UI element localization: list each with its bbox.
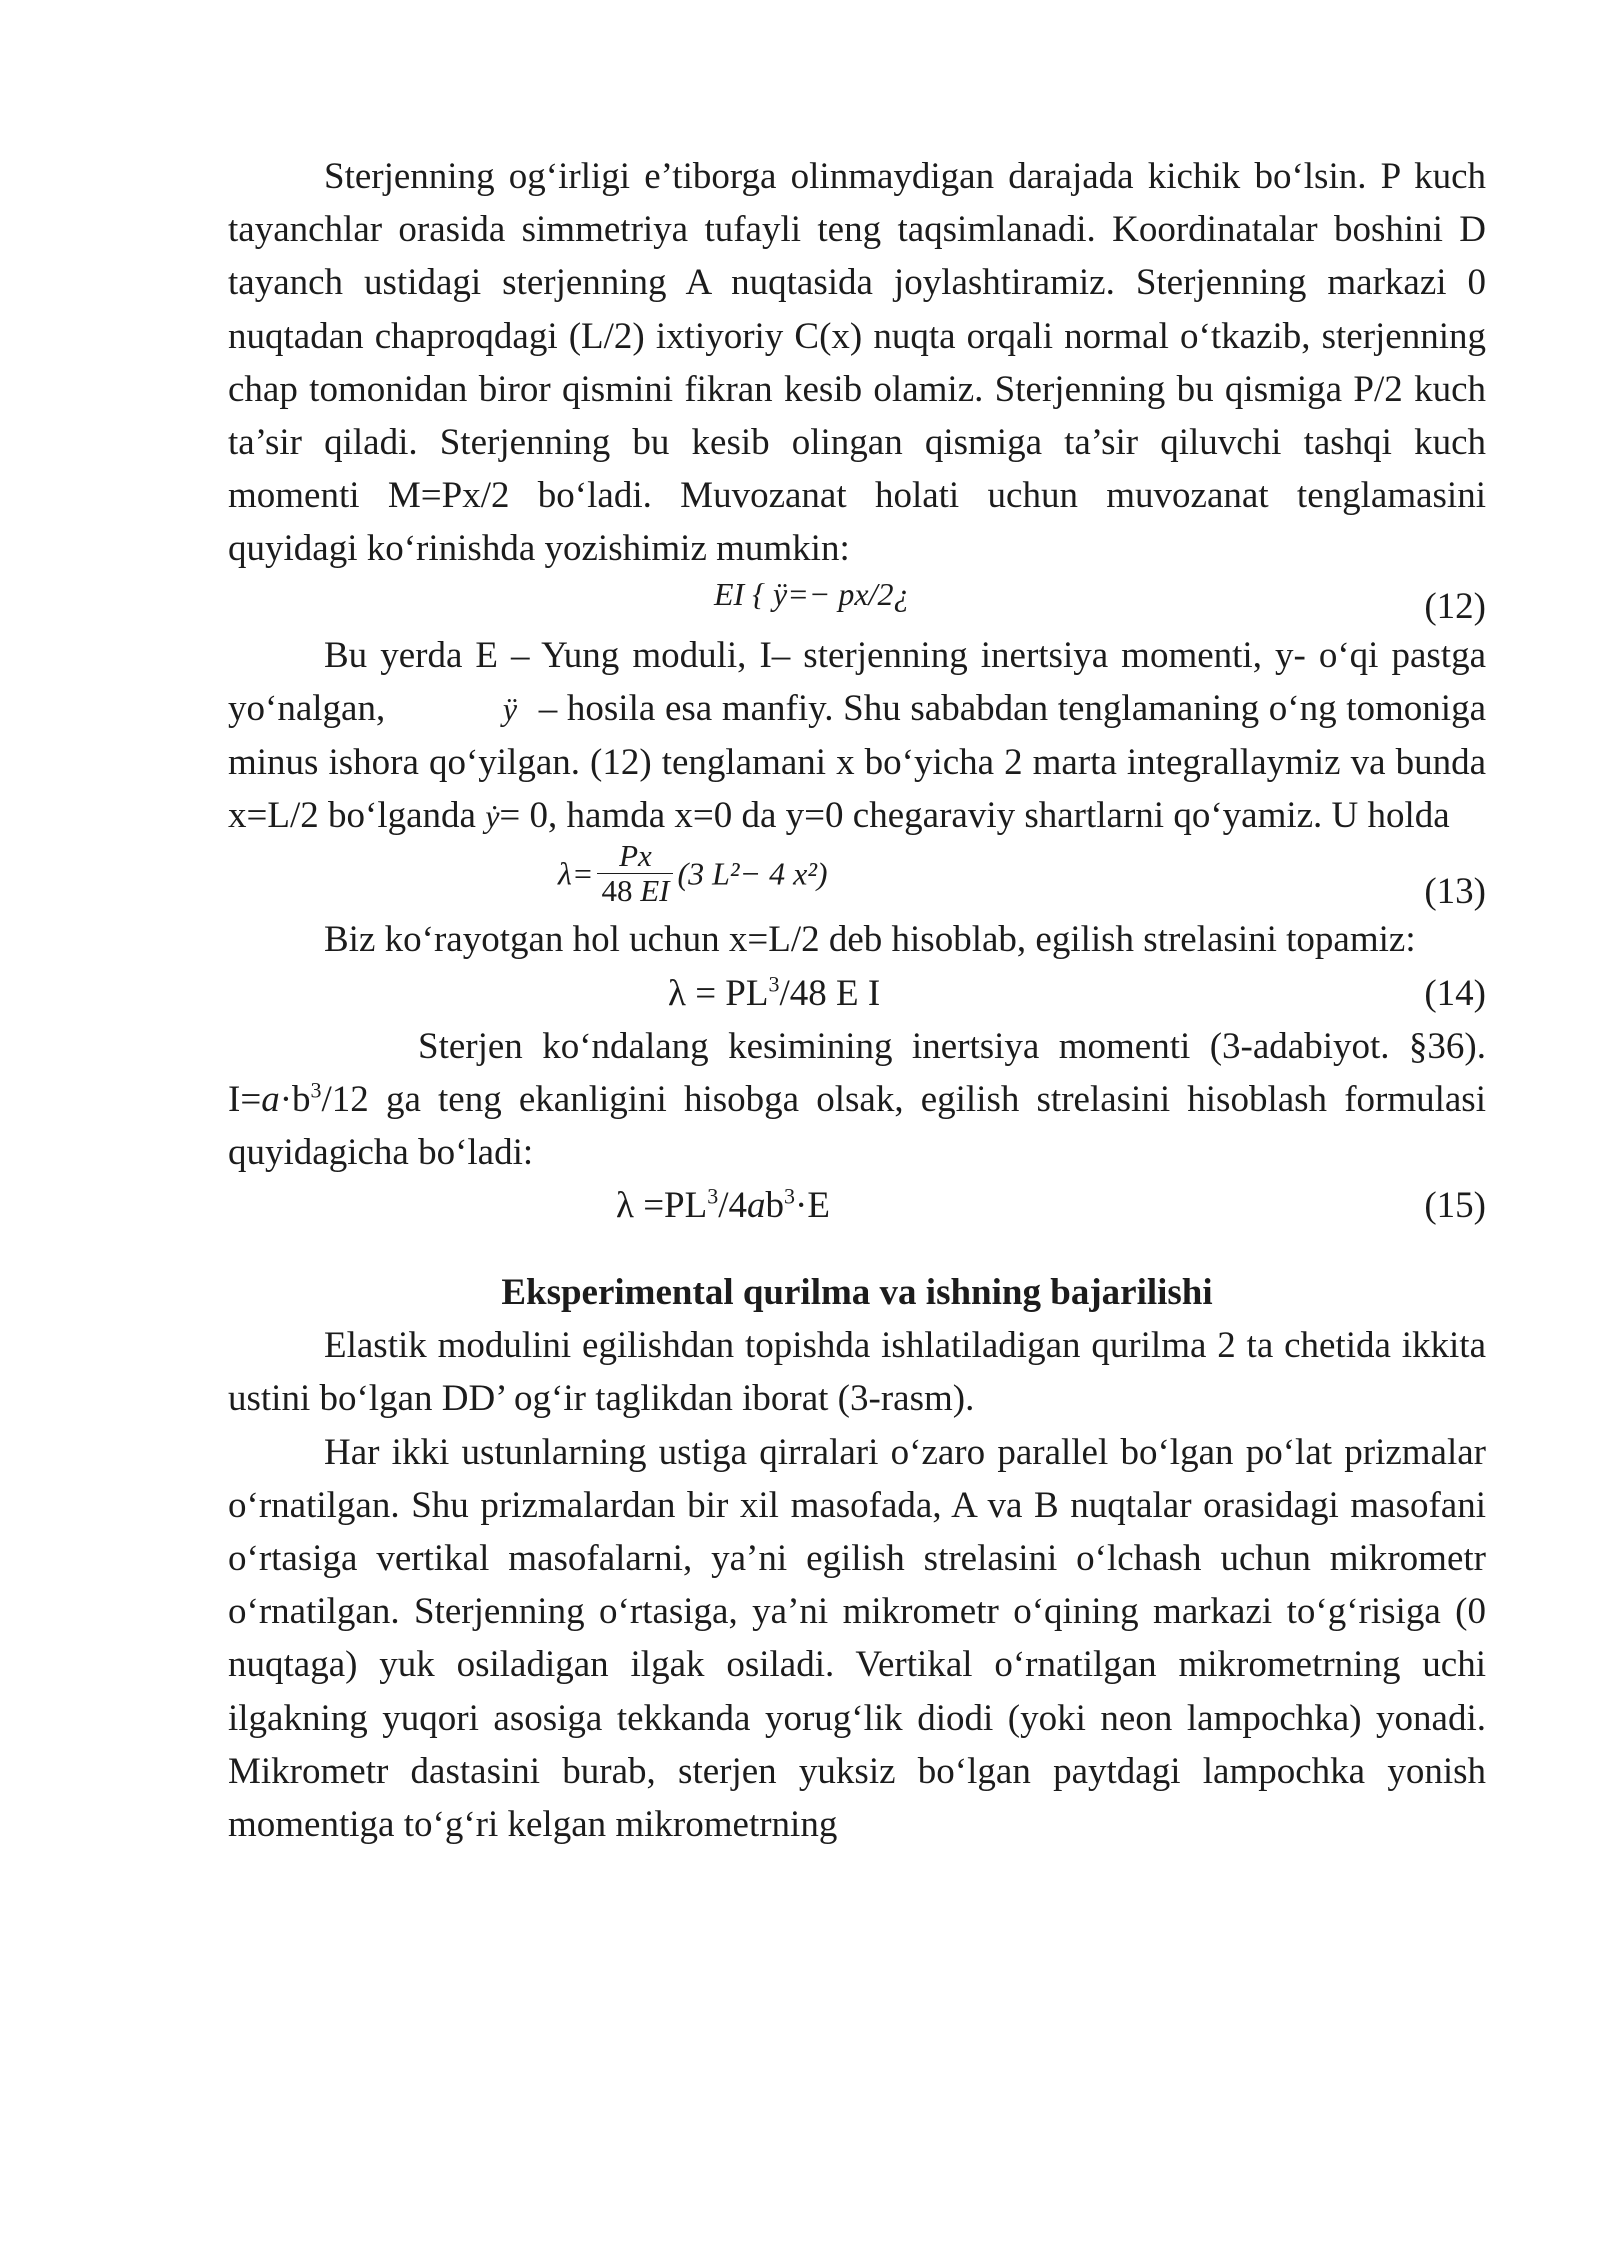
equation-14-formula <box>668 967 880 1020</box>
paragraph-inertia-text-b: ·b <box>279 1078 311 1120</box>
paragraph-yung-modulus-text-a: Bu yerda E – Yung moduli, I– sterjenning inertsiya momenti, y- o‘qi pastga yo‘nalgan, <box>228 634 1486 729</box>
equation-15-number: (15) <box>1424 1185 1486 1227</box>
paragraph-inertia-exponent: 3 <box>310 1077 322 1103</box>
equation-12 <box>228 576 1486 629</box>
equation-15-text-d: ·E <box>795 1185 830 1227</box>
y-double-dot-symbol: ÿ <box>502 690 518 727</box>
equation-13-den-number: 48 <box>601 873 633 909</box>
equation-13 <box>228 838 1486 913</box>
equation-15-text-b: /4 <box>718 1185 748 1227</box>
equation-15-exponent-2: 3 <box>784 1183 796 1209</box>
equation-12-formula: EI { ÿ=− px/2¿ <box>714 575 910 612</box>
paragraph-yung-modulus <box>228 629 1486 844</box>
paragraph-apparatus: Elastik modulini egilishdan topishda ishlatiladigan qurilma 2 ta chetida ikkita ustini bo‘lgan DD’ og‘ir taglikdan iborat (3-rasm). <box>228 1325 1486 1420</box>
paragraph-inertia-text-c: /12 ga teng ekanligini hisobga olsak, egilish strelasini hisoblash formulasi quyidagicha bo‘ladi: <box>228 1078 1486 1174</box>
equation-12-number: (12) <box>1424 585 1486 627</box>
paragraph-inertia-moment <box>228 1020 1486 1180</box>
equation-14-text-a: λ = PL <box>668 972 769 1014</box>
equation-14-exponent: 3 <box>768 971 780 997</box>
paragraph-yung-modulus-text-b: – hosila esa manfiy. Shu sababdan tenglamaning o‘ng tomoniga minus ishora qo‘yilgan. (12) tenglamani x bo‘yicha 2 marta integrallaymiz va bunda x=L/2 bo‘lganda <box>228 687 1487 837</box>
equation-14-number: (14) <box>1424 972 1486 1014</box>
equation-15-exponent-1: 3 <box>707 1183 719 1209</box>
equation-13-lhs: λ= <box>558 855 594 892</box>
paragraph-intro: Sterjenning og‘irligi e’tiborga olinmaydigan darajada kichik bo‘lsin. P kuch tayanchlar orasida simmetriya tufayli teng taqsimlanadi. Koordinatalar boshini D tayanch ustidagi sterjenning A nuqtasida joylashtiramiz. Sterjenning markazi 0 nuqtadan chaproqdagi (L/2) ixtiyoriy C(x) nuqta orqali normal o‘tkazib, sterjenning chap tomonidan biror qismini fikran kesib olamiz. Sterjenning bu qismiga P/2 kuch ta’sir qiladi. Sterjenning bu kesib olingan qismiga ta’sir qiluvchi tashqi kuch momenti M=Px/2 bo‘ladi. Muvozanat holati uchun muvozanat tenglamasini quyidagi ko‘rinishda yozishimiz mumkin: <box>228 156 1486 570</box>
equation-13-number: (13) <box>1424 871 1486 913</box>
equation-15-formula <box>616 1179 830 1232</box>
paragraph-deflection: Biz ko‘rayotgan hol uchun x=L/2 deb hisoblab, egilish strelasini topamiz: <box>324 919 1416 961</box>
section-heading: Eksperimental qurilma va ishning bajarilishi <box>501 1272 1213 1314</box>
equation-15-text-c: b <box>765 1185 785 1227</box>
paragraph-procedure: Har ikki ustunlarning ustiga qirralari o‘zaro parallel bo‘lgan po‘lat prizmalar o‘rnatilgan. Shu prizmalardan bir xil masofada, A va B nuqtalar orasidagi masofani o‘rtasiga vertikal masofalarni, ya’ni egilish strelasini o‘lchash uchun mikrometr o‘rnatilgan. Sterjenning o‘rtasiga, ya’ni mikrometr o‘qining markazi to‘g‘risiga (0 nuqtaga) yuk osiladigan ilgak osiladi. Vertikal o‘rnatilgan mikrometrning uchi ilgakning yuqori asosiga tekkanda yorug‘lik diodi (yoki neon lampochka) yonadi. Mikrometr dastasini burab, sterjen yuksiz bo‘lgan paytdagi lampochka yonish momentiga to‘g‘ri kelgan mikrometrning <box>228 1431 1486 1846</box>
equation-13-formula <box>558 839 828 908</box>
equation-15 <box>228 1179 1486 1232</box>
equation-13-numerator: Px <box>597 839 673 874</box>
equation-14-text-b: /48 E I <box>779 972 881 1014</box>
equation-15-symbol-a: a <box>747 1185 766 1227</box>
document-page <box>228 150 1486 1851</box>
equation-15-text-a: λ =PL <box>616 1185 708 1227</box>
equation-13-fraction <box>597 839 673 908</box>
equation-13-den-symbol: EI <box>640 873 670 909</box>
y-dot-symbol: ẏ <box>485 798 500 835</box>
equation-13-rhs: (3 L²− 4 x²) <box>677 855 828 892</box>
equation-13-denominator <box>597 874 673 908</box>
paragraph-yung-modulus-text-c: = 0, hamda x=0 da y=0 chegaraviy shartlarni qo‘yamiz. U holda <box>499 795 1450 837</box>
paragraph-inertia-text-a: Sterjen ko‘ndalang kesimining inertsiya momenti (3-adabiyot. §36). I= <box>228 1025 1486 1120</box>
paragraph-inertia-symbol-a: a <box>261 1078 280 1120</box>
equation-14 <box>228 967 1486 1020</box>
